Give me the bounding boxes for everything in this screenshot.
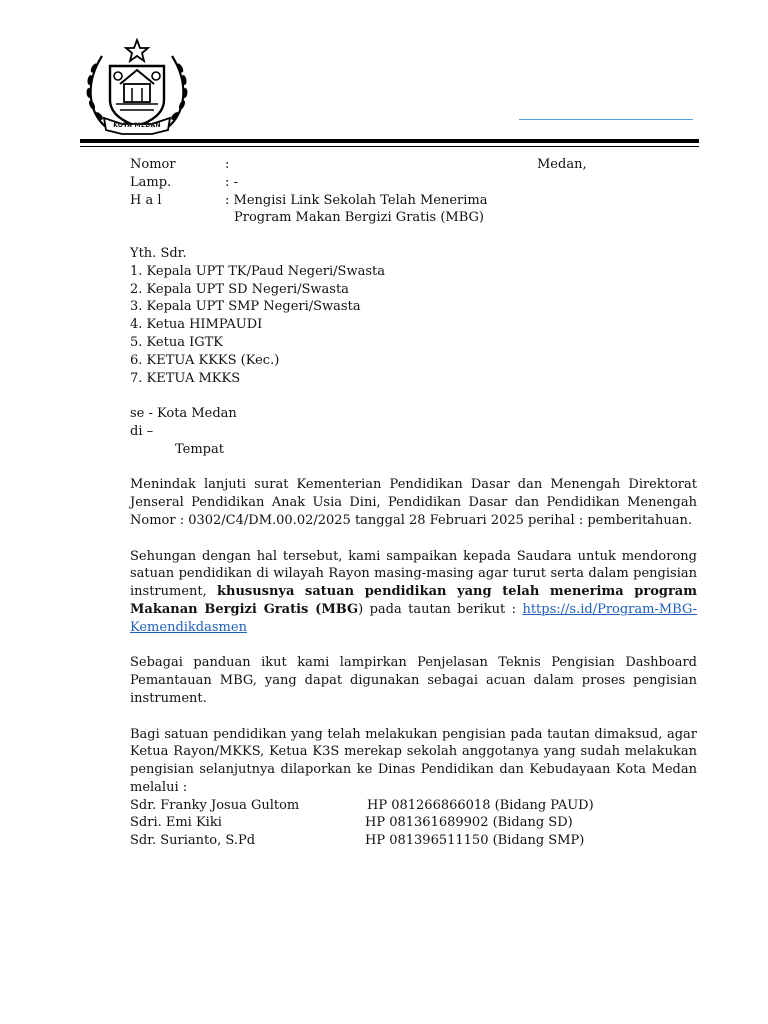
recipient-item: 7. KETUA MKKS bbox=[130, 370, 241, 386]
recipient-item: 4. Ketua HIMPAUDI bbox=[130, 317, 263, 333]
date-underline bbox=[519, 119, 693, 120]
hal-row bbox=[130, 192, 697, 210]
paragraph-2-mid: ) pada tautan berikut : bbox=[358, 601, 523, 617]
contact-row bbox=[130, 832, 697, 850]
hal-line2: Program Makan Bergizi Gratis (MBG) bbox=[234, 210, 484, 226]
contact-name: Sdri. Emi Kiki bbox=[130, 815, 222, 831]
recipient-location: se - Kota Medan bbox=[130, 406, 237, 422]
contact-phone: HP 081361689902 (Bidang SD) bbox=[365, 815, 573, 831]
paragraph-4: Bagi satuan pendidikan yang telah melakukan pengisian pada tautan dimaksud, agar Ketua Rayon/MKKS, Ketua K3S merekap sekolah anggotanya yang sudah melakukan pengisian selanjutnya dilaporkan ke Dinas Pendidikan dan Kebudayaan Kota Medan melalui : bbox=[130, 726, 697, 795]
paragraph-2-bold: khususnya satuan pendidikan yang telah menerima program Makanan Bergizi Gratis (MBG bbox=[130, 584, 697, 617]
recipient-item: 2. Kepala UPT SD Negeri/Swasta bbox=[130, 281, 349, 297]
hal-row-2 bbox=[130, 209, 697, 227]
contact-phone: HP 081396511150 (Bidang SMP) bbox=[365, 833, 585, 849]
nomor-label: Nomor bbox=[130, 157, 176, 172]
nomor-row bbox=[130, 156, 697, 174]
mbg-link[interactable]: https://s.id/Program-MBG-Kemendikdasmen bbox=[130, 601, 697, 635]
header-rule-thin bbox=[80, 146, 699, 147]
contact-name: Sdr. Surianto, S.Pd bbox=[130, 833, 256, 849]
recipient-item: 5. Ketua IGTK bbox=[130, 334, 223, 350]
header-rule-thick bbox=[80, 139, 699, 143]
recipient-item: 3. Kepala UPT SMP Negeri/Swasta bbox=[130, 299, 361, 315]
hal-label: H a l bbox=[130, 192, 162, 208]
paragraph-3: Sebagai panduan ikut kami lampirkan Penjelasan Teknis Pengisian Dashboard Pemantauan MBG, yang dapat digunakan sebagai acuan dalam proses pengisian instrument. bbox=[130, 655, 697, 706]
salutation: Yth. Sdr. bbox=[130, 245, 187, 261]
recipient-tempat: Tempat bbox=[175, 441, 224, 457]
paragraph-2-text: Sehungan dengan hal tersebut, kami sampaikan kepada Saudara untuk mendorong satuan pendidikan di wilayah Rayon masing-masing agar turut serta dalam pengisian instrument, bbox=[130, 548, 697, 600]
lamp-row bbox=[130, 174, 697, 192]
letterhead bbox=[0, 0, 768, 150]
lamp-value: : - bbox=[225, 174, 238, 190]
paragraph-2 bbox=[130, 548, 697, 637]
contact-row bbox=[130, 797, 697, 815]
contact-phone: HP 081266866018 (Bidang PAUD) bbox=[367, 797, 594, 813]
lamp-label: Lamp. bbox=[130, 174, 172, 190]
paragraph-1: Menindak lanjuti surat Kementerian Pendidikan Dasar dan Menengah Direktorat Jenseral Pendidikan Anak Usia Dini, Pendidikan Dasar dan Pendidikan Menengah Nomor : 0302/C4/DM.00.02/2025 tanggal 28 Februari 2025 perihal : pemberitahuan. bbox=[130, 477, 697, 528]
emblem-caption: KOTA MEDAN bbox=[113, 122, 161, 129]
contact-row bbox=[130, 814, 697, 832]
recipient-di: di – bbox=[130, 423, 154, 439]
nomor-colon: : bbox=[225, 157, 230, 172]
city-date: Medan, bbox=[537, 157, 587, 172]
hal-line1: : Mengisi Link Sekolah Telah Menerima bbox=[225, 192, 488, 208]
recipient-item: 6. KETUA KKKS (Kec.) bbox=[130, 352, 280, 368]
letter-body bbox=[130, 156, 697, 850]
contact-name: Sdr. Franky Josua Gultom bbox=[130, 797, 300, 813]
recipient-item: 1. Kepala UPT TK/Paud Negeri/Swasta bbox=[130, 263, 385, 279]
